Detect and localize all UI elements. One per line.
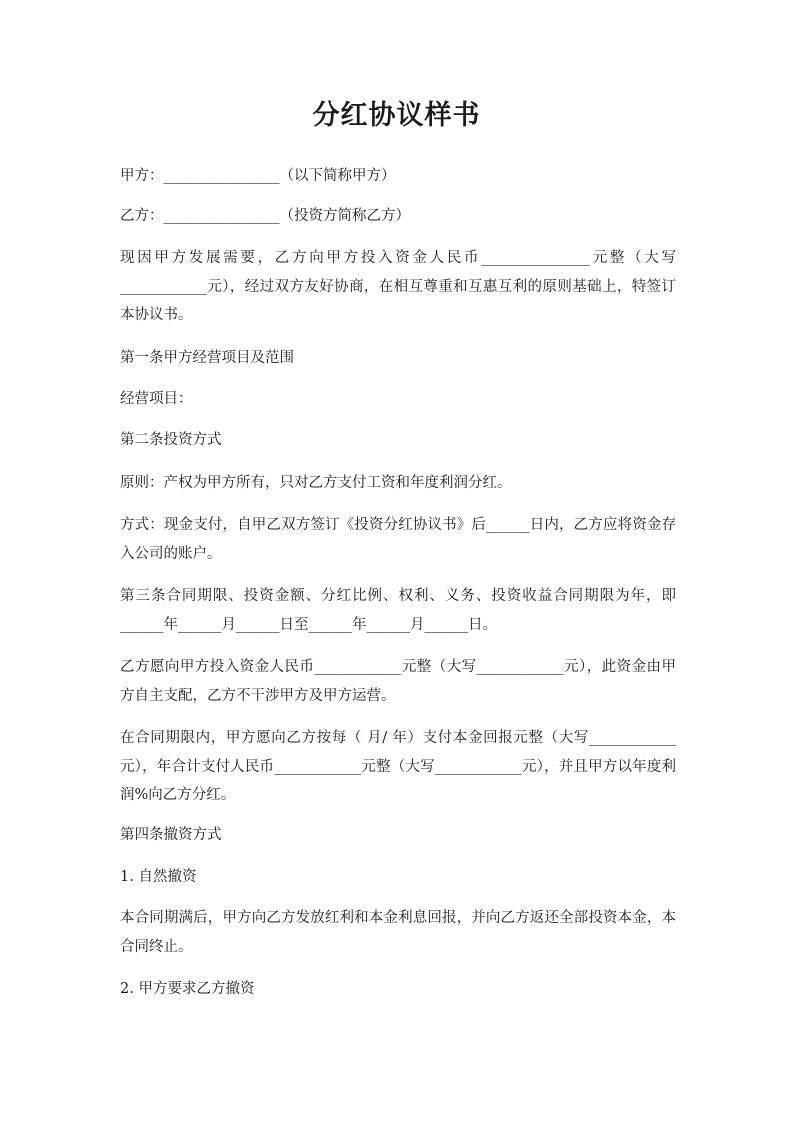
party-b-line: 乙方：________________（投资方简称乙方） <box>120 208 410 224</box>
investment-paragraph: 乙方愿向甲方投入资金人民币____________元整（大写____________元），此资金由甲方自主支配，乙方不干涉甲方及甲方运营。 <box>120 659 676 704</box>
document-title: 分红协议样书 <box>312 100 481 131</box>
article-2-heading: 第二条投资方式 <box>120 432 222 448</box>
preamble-paragraph: 现因甲方发展需要，乙方向甲方投入资金人民币_______________元整（大写____________元），经过双方友好协商，在相互尊重和互惠互利的原则基础上，特签订本协议书。 <box>120 250 676 323</box>
method-paragraph: 方式：现金支付，自甲乙双方签订《投资分红协议书》后______日内，乙方应将资金存入公司的账户。 <box>120 517 676 562</box>
principle-paragraph: 原则：产权为甲方所有，只对乙方支付工资和年度利润分红。 <box>120 475 512 491</box>
return-paragraph: 在合同期限内，甲方愿向乙方按每（ 月/ 年）支付本金回报元整（大写____________元），年合计支付人民币____________元整（大写____________元），并且甲方以年度利润%向乙方分红。 <box>120 730 676 803</box>
party-a-requests-withdrawal-heading: 2. 甲方要求乙方撤资 <box>120 981 255 997</box>
article-1-heading: 第一条甲方经营项目及范围 <box>120 350 294 366</box>
natural-withdrawal-heading: 1. 自然撤资 <box>120 869 197 885</box>
party-a-line: 甲方：________________（以下简称甲方） <box>120 168 396 184</box>
article-3-paragraph: 第三条合同期限、投资金额、分红比例、权利、义务、投资收益合同期限为年，即______年______月______日至______年______月______日。 <box>120 588 676 633</box>
business-items-line: 经营项目： <box>120 391 193 407</box>
natural-withdrawal-paragraph: 本合同期满后，甲方向乙方发放红利和本金利息回报，并向乙方返还全部投资本金，本合同终止。 <box>120 910 676 955</box>
article-4-heading: 第四条撤资方式 <box>120 827 222 843</box>
